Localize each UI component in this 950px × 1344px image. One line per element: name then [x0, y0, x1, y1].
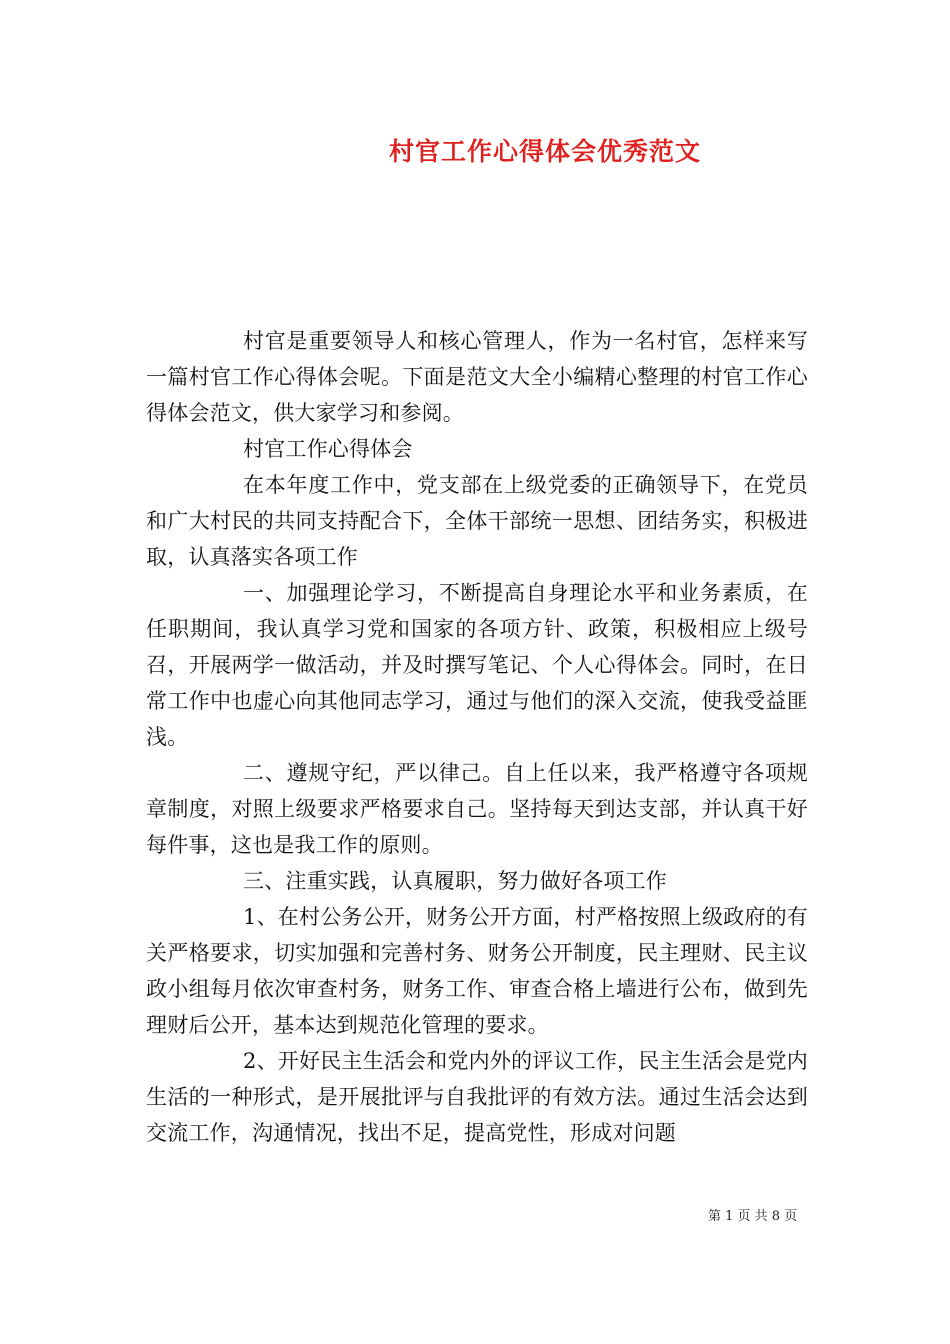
document-body — [146, 323, 808, 1151]
paragraph-section-2: 二、遵规守纪，严以律己。自上任以来，我严格遵守各项规章制度，对照上级要求严格要求自己。坚持每天到达支部，并认真干好每件事，这也是我工作的原则。 — [146, 761, 808, 857]
paragraph-overview: 在本年度工作中，党支部在上级党委的正确领导下，在党员和广大村民的共同支持配合下，全体干部统一思想、团结务实，积极进取，认真落实各项工作 — [146, 473, 808, 569]
paragraph-item-2: 2、开好民主生活会和党内外的评议工作，民主生活会是党内生活的一种形式，是开展批评与自我批评的有效方法。通过生活会达到交流工作，沟通情况，找出不足，提高党性，形成对问题 — [146, 1049, 808, 1145]
paragraph-subtitle: 村官工作心得体会 — [243, 437, 413, 461]
paragraph-item-1: 1、在村公务公开，财务公开方面，村严格按照上级政府的有关严格要求，切实加强和完善村务、财务公开制度，民主理财、民主议政小组每月依次审查村务，财务工作、审查合格上墙进行公布，做到先理财后公开，基本达到规范化管理的要求。 — [146, 905, 808, 1037]
page-number: 第 1 页 共 8 页 — [708, 1209, 798, 1224]
paragraph-intro: 村官是重要领导人和核心管理人，作为一名村官，怎样来写一篇村官工作心得体会呢。下面是范文大全小编精心整理的村官工作心得体会范文，供大家学习和参阅。 — [146, 329, 808, 425]
document-title: 村官工作心得体会优秀范文 — [388, 137, 701, 166]
paragraph-section-3: 三、注重实践，认真履职，努力做好各项工作 — [243, 869, 667, 893]
paragraph-section-1: 一、加强理论学习，不断提高自身理论水平和业务素质，在任职期间，我认真学习党和国家的各项方针、政策，积极相应上级号召，开展两学一做活动，并及时撰写笔记、个人心得体会。同时，在日常工作中也虚心向其他同志学习，通过与他们的深入交流，使我受益匪浅。 — [146, 581, 808, 749]
